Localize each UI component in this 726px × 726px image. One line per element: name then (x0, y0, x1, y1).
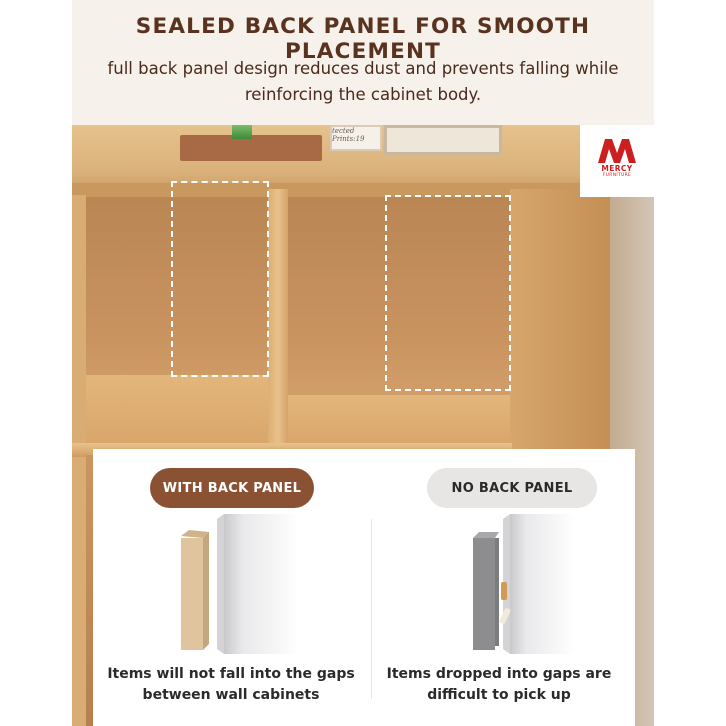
no-back-panel-badge: NO BACK PANEL (427, 468, 597, 508)
cubby-left-floor (86, 375, 268, 445)
brand-logo (580, 125, 654, 197)
with-back-panel-illustration (179, 514, 299, 654)
subheadline: full back panel design reduces dust and prevents falling while reinforcing the cabinet body. (107, 59, 619, 104)
header-banner (72, 0, 654, 125)
logo-mark-icon (598, 139, 636, 163)
no-back-panel-illustration (455, 514, 575, 654)
logo-brand-text: MERCY (601, 164, 633, 173)
frame-text: tected Prints:19 (332, 127, 365, 143)
decor-picture-frame-2 (384, 125, 502, 155)
decor-bottle (232, 125, 252, 139)
cubby-right-floor (288, 395, 510, 445)
product-image (72, 0, 654, 726)
with-back-panel-caption: Items will not fall into the gaps between wall cabinets (107, 666, 355, 703)
back-panel-outline-left (171, 181, 269, 377)
back-panel-outline-right (385, 195, 511, 391)
cabinet-divider (268, 189, 288, 459)
no-back-panel-caption: Items dropped into gaps are difficult to pick up (386, 666, 612, 703)
comparison-card (93, 449, 635, 726)
logo-sub-text: FURNITURE (602, 173, 632, 178)
headline: SEALED BACK PANEL FOR SMOOTH PLACEMENT (135, 14, 591, 64)
decor-picture-frame (330, 125, 382, 151)
cabinet-left-side (72, 195, 86, 726)
with-back-panel-badge: WITH BACK PANEL (150, 468, 314, 508)
